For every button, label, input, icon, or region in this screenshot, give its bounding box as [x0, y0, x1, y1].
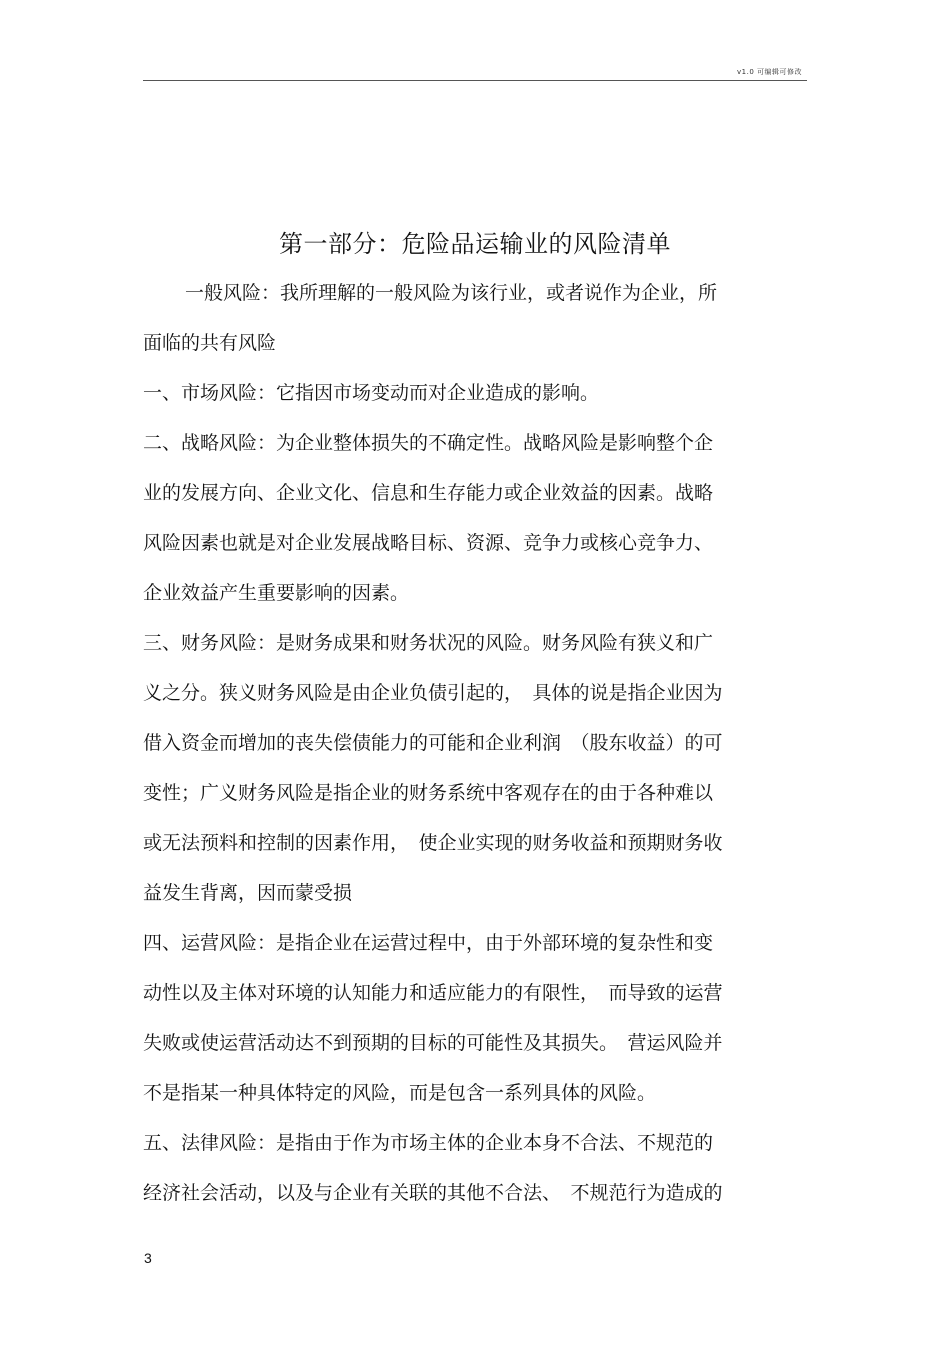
paragraph-line: 业的发展方向、企业文化、信息和生存能力或企业效益的因素。战略	[143, 482, 714, 504]
paragraph-line: 借入资金而增加的丧失偿债能力的可能和企业利润 （股东收益）的可	[143, 732, 723, 754]
paragraph-line: 益发生背离，因而蒙受损	[143, 882, 353, 904]
header-version-text: v1.0 可编辑可修改	[737, 68, 802, 76]
paragraph-line: 五、法律风险：是指由于作为市场主体的企业本身不合法、不规范的	[143, 1132, 714, 1154]
paragraph-line: 或无法预料和控制的因素作用， 使企业实现的财务收益和预期财务收	[143, 832, 723, 854]
paragraph-line: 失败或使运营活动达不到预期的目标的可能性及其损失。 营运风险并	[143, 1032, 723, 1054]
paragraph-line: 义之分。狭义财务风险是由企业负债引起的， 具体的说是指企业因为	[143, 682, 723, 704]
paragraph-line: 风险因素也就是对企业发展战略目标、资源、竞争力或核心竞争力、	[143, 532, 714, 554]
paragraph-line: 动性以及主体对环境的认知能力和适应能力的有限性， 而导致的运营	[143, 982, 723, 1004]
paragraph-line: 不是指某一种具体特定的风险，而是包含一系列具体的风险。	[143, 1082, 657, 1104]
paragraph-line: 一般风险：我所理解的一般风险为该行业，或者说作为企业，所	[185, 282, 718, 304]
header-divider	[143, 80, 807, 81]
paragraph-line: 企业效益产生重要影响的因素。	[143, 582, 410, 604]
paragraph-line: 经济社会活动，以及与企业有关联的其他不合法、 不规范行为造成的	[143, 1182, 723, 1204]
page-title: 第一部分：危险品运输业的风险清单	[279, 230, 671, 258]
paragraph-line: 变性；广义财务风险是指企业的财务系统中客观存在的由于各种难以	[143, 782, 714, 804]
paragraph-line: 三、财务风险：是财务成果和财务状况的风险。财务风险有狭义和广	[143, 632, 714, 654]
page-number: 3	[144, 1250, 152, 1266]
body-text	[143, 278, 807, 1228]
paragraph-line: 面临的共有风险	[143, 332, 277, 354]
paragraph-line: 一、市场风险：它指因市场变动而对企业造成的影响。	[143, 382, 600, 404]
paragraph-line: 二、战略风险：为企业整体损失的不确定性。战略风险是影响整个企	[143, 432, 714, 454]
paragraph-line: 四、运营风险：是指企业在运营过程中，由于外部环境的复杂性和变	[143, 932, 714, 954]
